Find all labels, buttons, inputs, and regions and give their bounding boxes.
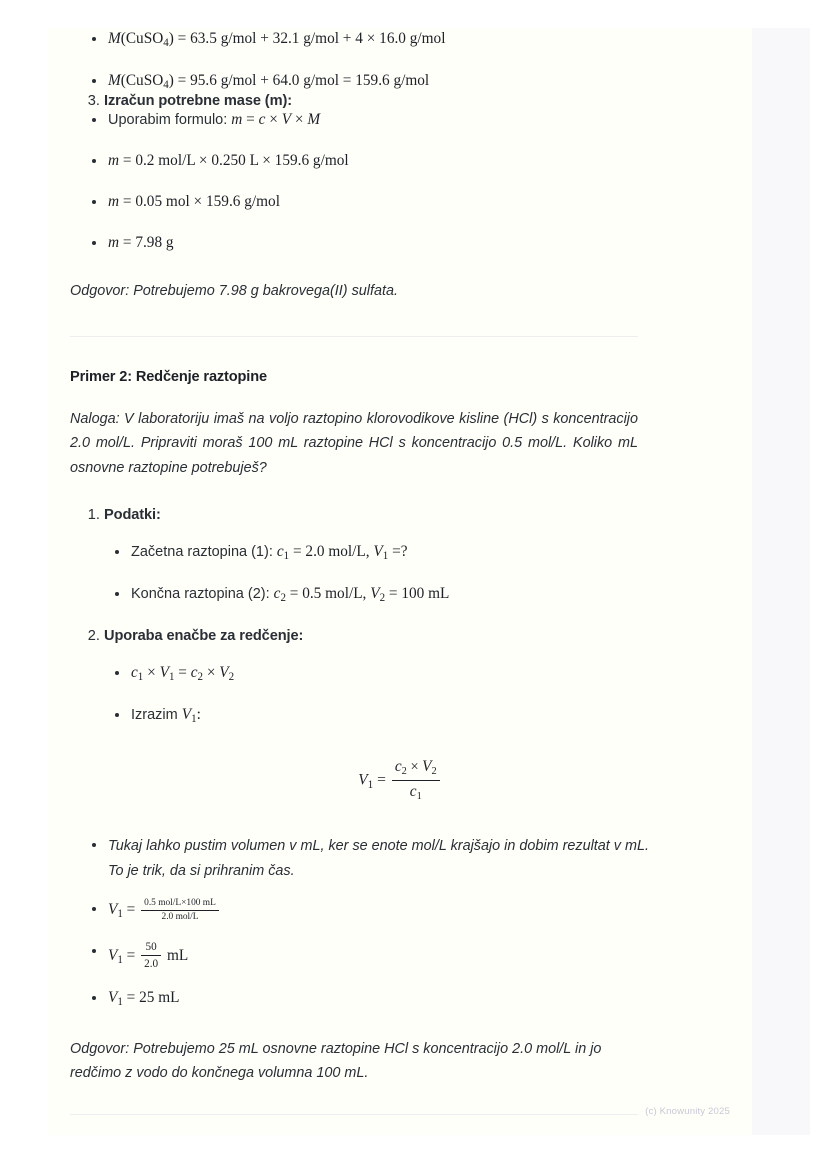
mass-calculation-list (70, 109, 730, 255)
dilution-equation-list (104, 662, 730, 727)
fraction-unit: mL (166, 947, 189, 965)
document-card (48, 28, 752, 1135)
calc-step-3: $V_1 = 25$ mL (108, 989, 180, 1009)
list-item (108, 70, 730, 94)
example1-answer: Odgovor: Potrebujemo 7.98 g bakrovega(II) sulfata. (70, 282, 398, 299)
display-equation: $V_1$ = $\frac{c_2 \times V_2}{c_1}$ (70, 757, 730, 804)
dilution-equation: $c_1 \times V_1 = c_2 \times V_2$ (131, 664, 235, 684)
spacer (70, 1086, 730, 1114)
formula-label: Uporabim formulo: (108, 112, 228, 129)
fraction-v1: $\frac{c_2 \times V_2}{c_1}$ (392, 757, 440, 804)
fraction-calc-2 (141, 940, 161, 971)
mass-step-2: m = 0.05 mol × 159.6 g/mol (108, 193, 280, 211)
example2-title: Primer 2: Redčenje raztopine (70, 368, 267, 385)
watermark: (c) Knowunity 2025 (645, 1106, 730, 1117)
list-item (108, 940, 730, 971)
list-item (108, 109, 730, 132)
list-item (108, 232, 730, 255)
example2-answer: Odgovor: Potrebujemo 25 mL osnovne raztopine HCl s koncentracijo 2.0 mol/L in jo redčimo z vodo do končnega volumna 100 mL. (70, 1040, 602, 1082)
express-math: $V_1$: (181, 705, 201, 725)
molar-mass-list (70, 28, 730, 93)
calc-step-1: $V_1$ = $\frac{\text{0.5 mol/L×100 mL}}{\text{2.0 mol/L}}$ (108, 901, 221, 918)
final-solution-label: Končna raztopina (2): (131, 585, 270, 602)
example1-steps (70, 93, 730, 109)
list-item (108, 834, 730, 884)
fraction-calc-1 (141, 898, 219, 925)
page-gutter-panel (752, 28, 810, 1135)
fraction-denominator: 2.0 mol/L (161, 912, 199, 923)
step-item-3 (104, 93, 730, 109)
podatki-list (104, 541, 730, 606)
express-label: Izrazim (131, 706, 178, 723)
step-item-2 (104, 628, 730, 727)
fraction-denominator: 2.0 (144, 958, 159, 971)
list-item (131, 704, 730, 728)
fraction-numerator: 50 (141, 940, 161, 956)
list-item (108, 28, 730, 52)
spacer (70, 304, 730, 336)
initial-solution-math: $c_1 = 2.0$ mol/L, $V_1$ =? (276, 543, 408, 563)
fraction-numerator: 0.5 mol/L×100 mL (141, 898, 219, 912)
mass-step-1: m = 0.2 mol/L × 0.250 L × 159.6 g/mol (108, 152, 349, 170)
section-divider-2 (70, 1114, 638, 1115)
list-item (108, 191, 730, 214)
calculation-list (70, 834, 730, 1011)
spacer (70, 337, 730, 369)
example2-task: Naloga: V laboratoriju imaš na voljo raztopino klorovodikove kisline (HCl) s koncentracijo 2.0 mol/L. Pripraviti moraš 100 mL raztopine HCl s koncentracijo 0.5 mol/L. Koliko mL osnovne raztopine potrebuješ? (70, 410, 638, 477)
step-1-title: Podatki: (104, 507, 161, 523)
list-item (131, 662, 730, 686)
list-item (131, 583, 730, 607)
initial-solution-label: Začetna raztopina (1): (131, 544, 273, 560)
list-item (108, 898, 730, 925)
list-item (131, 541, 730, 565)
list-item (108, 987, 730, 1011)
step-2-title: Uporaba enačbe za redčenje: (104, 628, 304, 645)
calculation-note: Tukaj lahko pustim volumen v mL, ker se enote mol/L krajšajo in dobim rezultat v mL. To je trik, da si prihranim čas. (108, 838, 649, 879)
step-3-title: Izračun potrebne mase (m): (104, 93, 292, 110)
molar-mass-line-2: M(CuSO$_4$) = 95.6 g/mol + 64.0 g/mol = 159.6 g/mol (108, 71, 430, 91)
mass-step-3: m = 7.98 g (108, 234, 174, 251)
formula-math: m = c × V × M (231, 111, 321, 129)
calc-step-2: $V_1$ = $\frac{50}{2.0}$ mL (108, 941, 189, 971)
list-item (108, 150, 730, 173)
document-content (48, 28, 752, 1115)
molar-mass-line-1: M(CuSO$_4$) = 63.5 g/mol + 32.1 g/mol + 4 × 16.0 g/mol (108, 30, 446, 50)
step-item-1 (104, 507, 730, 606)
final-solution-math: $c_2 = 0.5$ mol/L, $V_2 = 100$ mL (273, 584, 450, 604)
example2-steps (70, 507, 730, 727)
